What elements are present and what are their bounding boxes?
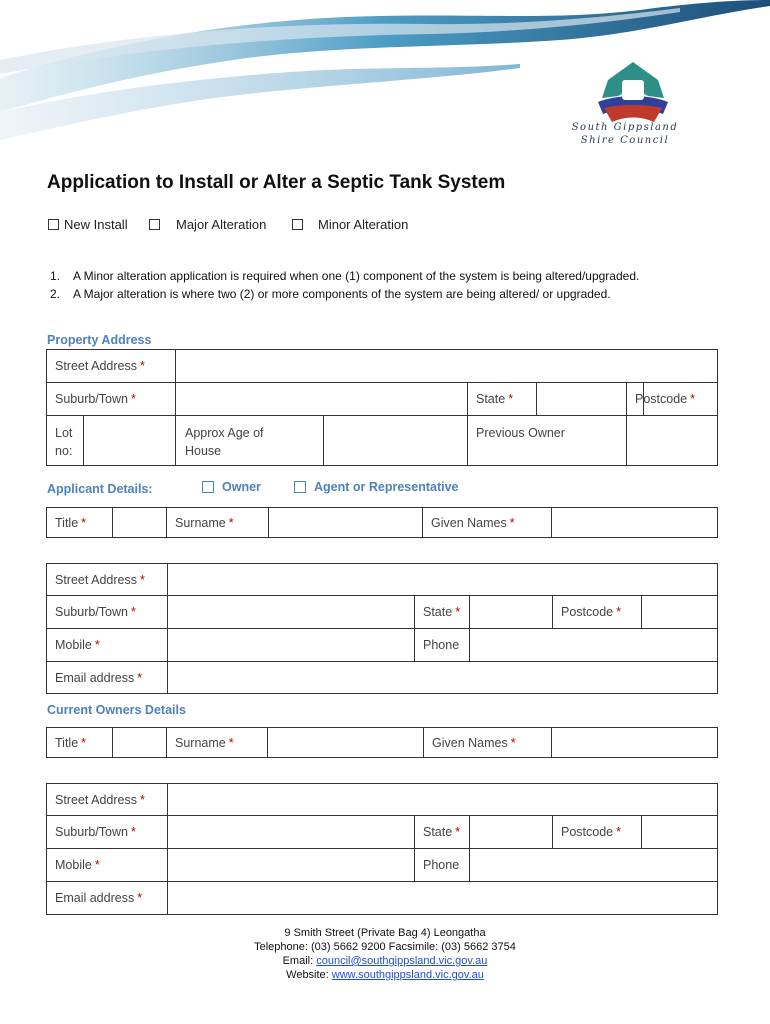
state-label: State * (468, 383, 537, 416)
suburb-label: Suburb/Town * (47, 383, 176, 416)
footer-website-link[interactable]: www.southgippsland.vic.gov.au (331, 969, 484, 981)
mobile-field[interactable] (168, 629, 415, 662)
state-field[interactable] (470, 816, 553, 849)
email-label: Email address * (47, 662, 168, 694)
street-address-label: Street Address * (47, 784, 168, 816)
email-field[interactable] (168, 662, 718, 694)
postcode-label: Postcode * (553, 596, 642, 629)
property-address-heading: Property Address (47, 333, 152, 347)
note-number: 1. (50, 269, 61, 283)
note-item (50, 285, 730, 303)
council-name (545, 121, 705, 147)
house-age-field[interactable] (324, 416, 468, 466)
type-option-label: Major Alteration (176, 217, 267, 232)
given-names-label: Given Names * (424, 728, 552, 758)
given-names-field[interactable] (552, 728, 718, 758)
given-names-field[interactable] (552, 508, 718, 538)
footer-address: 9 Smith Street (Private Bag 4) Leongatha (284, 927, 486, 939)
phone-label: Phone (415, 629, 470, 662)
footer-email-label: Email: (282, 955, 314, 967)
footer-email-line (0, 954, 770, 968)
street-address-field[interactable] (168, 564, 718, 596)
suburb-label: Suburb/Town * (47, 596, 168, 629)
postcode-label: Postcode * (627, 383, 644, 416)
phone-field[interactable] (470, 629, 718, 662)
checkbox-icon[interactable] (48, 219, 59, 230)
surname-label: Surname * (167, 508, 269, 538)
street-address-label: Street Address * (47, 564, 168, 596)
postcode-field[interactable] (642, 596, 718, 629)
surname-label: Surname * (167, 728, 268, 758)
state-field[interactable] (470, 596, 553, 629)
suburb-field[interactable] (168, 596, 415, 629)
previous-owner-label: Previous Owner (468, 416, 627, 466)
phone-label: Phone (415, 849, 470, 882)
applicant-option-label: Agent or Representative (314, 480, 459, 494)
surname-field[interactable] (269, 508, 423, 538)
street-address-label: Street Address * (47, 350, 176, 383)
given-names-label: Given Names * (423, 508, 552, 538)
type-option-minor-alteration[interactable] (292, 217, 408, 232)
notes-list (50, 267, 730, 303)
surname-field[interactable] (268, 728, 424, 758)
street-address-field[interactable] (168, 784, 718, 816)
title-label: Title * (47, 508, 113, 538)
note-item (50, 267, 730, 285)
footer-phone: Telephone: (03) 5662 9200 Facsimile: (03) 5662 3754 (254, 941, 516, 953)
owners-contact-table (46, 783, 718, 915)
email-field[interactable] (168, 882, 718, 915)
title-field[interactable] (113, 508, 167, 538)
footer-website-label: Website: (286, 969, 329, 981)
suburb-label: Suburb/Town * (47, 816, 168, 849)
mobile-label: Mobile * (47, 849, 168, 882)
owners-name-table (46, 727, 718, 758)
title-field[interactable] (113, 728, 167, 758)
postcode-label: Postcode * (553, 816, 642, 849)
state-field[interactable] (537, 383, 627, 416)
previous-owner-field[interactable] (627, 416, 718, 466)
lot-label: Lot no: (47, 416, 84, 466)
type-option-label: New Install (64, 217, 128, 232)
phone-field[interactable] (470, 849, 718, 882)
footer-email-link[interactable]: council@southgippsland.vic.gov.au (316, 955, 488, 967)
state-label: State * (415, 816, 470, 849)
postcode-field[interactable] (642, 816, 718, 849)
checkbox-icon[interactable] (149, 219, 160, 230)
council-name-line2: Shire Council (580, 135, 670, 146)
applicant-name-table (46, 507, 718, 538)
council-name-line1: South Gippsland (571, 122, 679, 133)
checkbox-icon[interactable] (202, 481, 214, 493)
applicant-option-owner[interactable] (202, 480, 261, 494)
mobile-field[interactable] (168, 849, 415, 882)
state-label: State * (415, 596, 470, 629)
title-label: Title * (47, 728, 113, 758)
footer-website-line (0, 968, 770, 982)
applicant-contact-table (46, 563, 718, 694)
applicant-option-label: Owner (222, 480, 261, 494)
property-address-table (46, 349, 718, 466)
page-title: Application to Install or Alter a Septic Tank System (47, 172, 506, 193)
footer (0, 926, 770, 982)
checkbox-icon[interactable] (292, 219, 303, 230)
suburb-field[interactable] (176, 383, 468, 416)
note-number: 2. (50, 287, 61, 301)
type-option-new-install[interactable] (48, 217, 128, 232)
suburb-field[interactable] (168, 816, 415, 849)
type-option-major-alteration[interactable] (149, 217, 266, 232)
house-age-label: Approx Age of House (176, 416, 324, 466)
applicant-option-agent[interactable] (294, 480, 458, 494)
checkbox-icon[interactable] (294, 481, 306, 493)
current-owners-heading: Current Owners Details (47, 703, 186, 717)
lot-field[interactable] (84, 416, 176, 466)
applicant-details-heading: Applicant Details: (47, 482, 153, 496)
note-text: A Major alteration is where two (2) or more components of the system are being altered/ or upgraded. (73, 287, 611, 301)
email-label: Email address * (47, 882, 168, 915)
note-text: A Minor alteration application is required when one (1) component of the system is being altered/upgraded. (73, 269, 640, 283)
street-address-field[interactable] (176, 350, 718, 383)
type-option-label: Minor Alteration (318, 217, 409, 232)
mobile-label: Mobile * (47, 629, 168, 662)
